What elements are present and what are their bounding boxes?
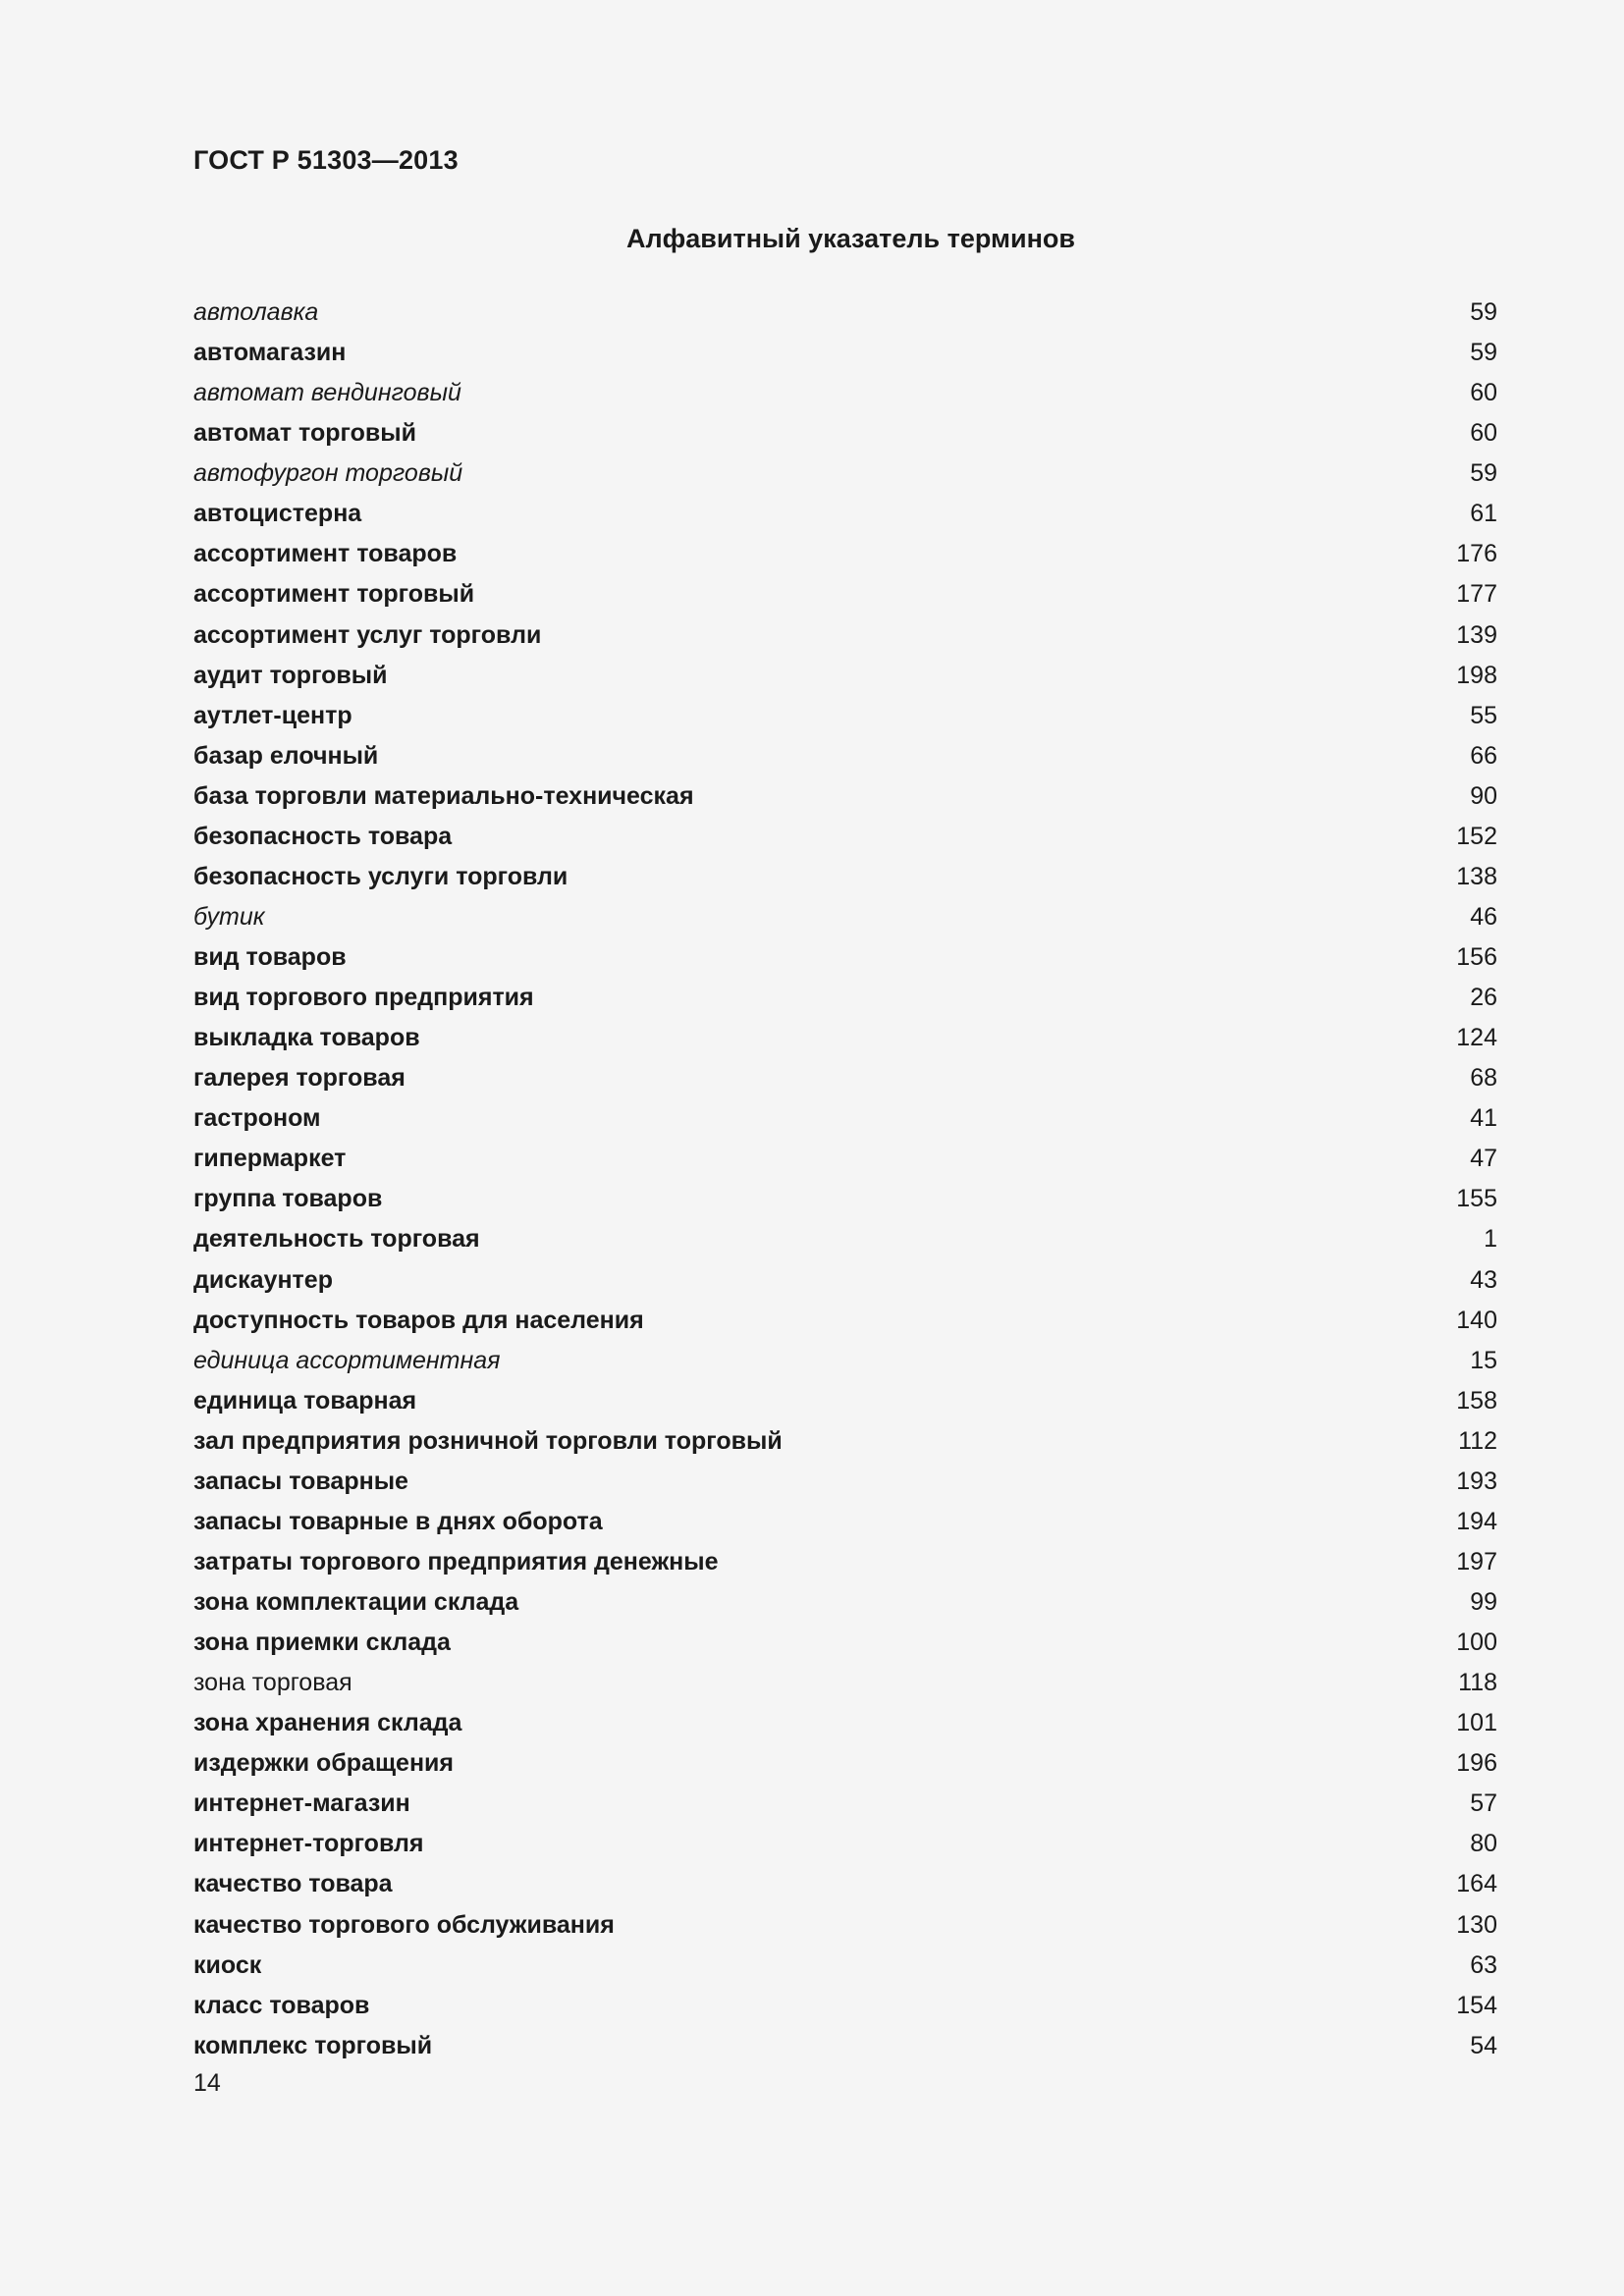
document-code: ГОСТ Р 51303—2013 — [193, 145, 459, 175]
index-entry — [193, 1743, 1497, 1784]
index-entry-number: 198 — [1456, 661, 1497, 689]
index-entry-term: база торговли материально-техническая — [193, 781, 694, 810]
index-entry — [193, 534, 1497, 574]
index-entry-term: интернет-торговля — [193, 1830, 424, 1858]
index-entry-number: 80 — [1470, 1830, 1497, 1858]
page-number: 14 — [193, 2069, 221, 2097]
index-entry-number: 139 — [1456, 620, 1497, 649]
index-entry — [193, 1784, 1497, 1824]
index-entry-term: качество торгового обслуживания — [193, 1910, 615, 1939]
index-entry-number: 43 — [1470, 1265, 1497, 1294]
index-entry-number: 100 — [1456, 1629, 1497, 1657]
index-entry-term: интернет-магазин — [193, 1789, 410, 1818]
index-entry — [193, 1946, 1497, 1986]
index-title: Алфавитный указатель терминов — [626, 224, 1075, 253]
index-entry — [193, 1139, 1497, 1179]
index-entry — [193, 413, 1497, 454]
index-entry-term: ассортимент услуг торговли — [193, 620, 542, 649]
index-entry — [193, 1018, 1497, 1058]
index-entry-term: автофургон торговый — [193, 459, 463, 488]
index-entry-number: 155 — [1456, 1185, 1497, 1213]
index-entry-number: 194 — [1456, 1507, 1497, 1535]
index-entry-term: запасы товарные в днях оборота — [193, 1507, 603, 1535]
index-entry-term: выкладка товаров — [193, 1024, 420, 1052]
index-entry-term: автомат вендинговый — [193, 379, 461, 407]
index-entry-term: аудит торговый — [193, 661, 388, 689]
index-entry — [193, 615, 1497, 656]
index-entry-term: доступность товаров для населения — [193, 1306, 644, 1334]
index-entry-number: 59 — [1470, 298, 1497, 326]
index-entry — [193, 1219, 1497, 1259]
index-entry — [193, 494, 1497, 534]
index-entry — [193, 2026, 1497, 2066]
index-entry-term: деятельность торговая — [193, 1225, 480, 1254]
index-entry-number: 61 — [1470, 500, 1497, 528]
index-entry-term: класс товаров — [193, 1991, 370, 2019]
index-entry — [193, 574, 1497, 614]
index-entry-term: качество товара — [193, 1870, 393, 1898]
index-entry — [193, 1703, 1497, 1743]
index-entry — [193, 293, 1497, 333]
index-entry-number: 60 — [1470, 419, 1497, 448]
index-entry-term: аутлет-центр — [193, 701, 352, 729]
index-entry-number: 99 — [1470, 1588, 1497, 1616]
index-entry-term: галерея торговая — [193, 1064, 406, 1093]
index-entry — [193, 857, 1497, 897]
index-entry-number: 68 — [1470, 1064, 1497, 1093]
index-entry — [193, 373, 1497, 413]
index-entry — [193, 1301, 1497, 1341]
index-entry-term: автоцистерна — [193, 500, 362, 528]
index-entry — [193, 1341, 1497, 1381]
index-entry-number: 66 — [1470, 741, 1497, 770]
index-entry — [193, 333, 1497, 373]
index-entry-term: ассортимент товаров — [193, 540, 458, 568]
index-entry-term: зона торговая — [193, 1669, 352, 1697]
index-entry-number: 60 — [1470, 379, 1497, 407]
index-entry-number: 90 — [1470, 781, 1497, 810]
index-entry-term: зал предприятия розничной торговли торговый — [193, 1426, 783, 1455]
index-entry-number: 63 — [1470, 1950, 1497, 1979]
index-entry-term: единица ассортиментная — [193, 1346, 501, 1374]
index-entry — [193, 1179, 1497, 1219]
index-entry — [193, 897, 1497, 937]
index-entry — [193, 1905, 1497, 1946]
index-entry-term: гипермаркет — [193, 1145, 347, 1173]
index-entry-term: издержки обращения — [193, 1749, 455, 1778]
index-entry — [193, 454, 1497, 494]
index-entry-number: 152 — [1456, 822, 1497, 850]
index-entry — [193, 937, 1497, 978]
index-entry-number: 118 — [1458, 1669, 1497, 1697]
index-entry-term: ассортимент торговый — [193, 580, 475, 609]
index-entry-number: 177 — [1456, 580, 1497, 609]
index-entry-number: 197 — [1456, 1547, 1497, 1575]
index-entry-term: автомат торговый — [193, 419, 416, 448]
index-entry-number: 158 — [1456, 1386, 1497, 1415]
index-entry — [193, 1582, 1497, 1623]
index-entry — [193, 817, 1497, 857]
index-entry-number: 196 — [1456, 1749, 1497, 1778]
index-entry-term: автолавка — [193, 298, 319, 326]
index-entry-number: 47 — [1470, 1145, 1497, 1173]
index-entry-term: вид товаров — [193, 943, 347, 971]
index-entry — [193, 1260, 1497, 1301]
index-entry-term: безопасность товара — [193, 822, 453, 850]
index-entry-number: 138 — [1456, 862, 1497, 890]
index-entry-term: зона хранения склада — [193, 1709, 462, 1737]
index-entry-term: бутик — [193, 902, 265, 931]
index-entry-term: вид торгового предприятия — [193, 984, 534, 1012]
index-entry-number: 176 — [1456, 540, 1497, 568]
index-entry — [193, 1502, 1497, 1542]
index-entry-term: дискаунтер — [193, 1265, 333, 1294]
index-entry — [193, 1824, 1497, 1864]
index-entry — [193, 1421, 1497, 1462]
index-entry — [193, 736, 1497, 776]
index-entry — [193, 1864, 1497, 1904]
index-entry-number: 59 — [1470, 339, 1497, 367]
index-entry-number: 164 — [1456, 1870, 1497, 1898]
index-entry — [193, 1623, 1497, 1663]
index-entry-number: 130 — [1456, 1910, 1497, 1939]
index-entry-term: комплекс торговый — [193, 2031, 433, 2059]
term-index-list — [193, 293, 1497, 2066]
index-entry — [193, 1462, 1497, 1502]
index-entry — [193, 656, 1497, 696]
index-entry — [193, 1663, 1497, 1703]
index-entry-term: киоск — [193, 1950, 262, 1979]
index-entry-number: 55 — [1470, 701, 1497, 729]
index-entry-number: 41 — [1470, 1104, 1497, 1133]
index-entry-number: 26 — [1470, 984, 1497, 1012]
index-entry-number: 156 — [1456, 943, 1497, 971]
index-entry-number: 124 — [1456, 1024, 1497, 1052]
index-entry — [193, 1986, 1497, 2026]
index-entry-term: группа товаров — [193, 1185, 383, 1213]
index-entry-number: 59 — [1470, 459, 1497, 488]
index-entry-term: зона приемки склада — [193, 1629, 451, 1657]
index-entry — [193, 1381, 1497, 1421]
index-entry-number: 193 — [1456, 1467, 1497, 1495]
index-entry-number: 1 — [1484, 1225, 1497, 1254]
index-entry-number: 54 — [1470, 2031, 1497, 2059]
index-entry-term: базар елочный — [193, 741, 379, 770]
index-entry-number: 140 — [1456, 1306, 1497, 1334]
index-entry-term: безопасность услуги торговли — [193, 862, 568, 890]
index-entry — [193, 1098, 1497, 1139]
index-entry-term: автомагазин — [193, 339, 347, 367]
index-entry-term: запасы товарные — [193, 1467, 408, 1495]
index-entry — [193, 776, 1497, 817]
index-entry — [193, 978, 1497, 1018]
index-entry-term: затраты торгового предприятия денежные — [193, 1547, 719, 1575]
index-entry-number: 112 — [1458, 1426, 1497, 1455]
index-entry-number: 57 — [1470, 1789, 1497, 1818]
index-entry — [193, 1058, 1497, 1098]
index-entry-number: 154 — [1456, 1991, 1497, 2019]
index-entry-term: гастроном — [193, 1104, 321, 1133]
index-entry-term: зона комплектации склада — [193, 1588, 519, 1616]
index-entry — [193, 696, 1497, 736]
index-entry-number: 15 — [1470, 1346, 1497, 1374]
index-entry-term: единица товарная — [193, 1386, 417, 1415]
index-entry-number: 46 — [1470, 902, 1497, 931]
index-entry-number: 101 — [1456, 1709, 1497, 1737]
index-entry — [193, 1542, 1497, 1582]
